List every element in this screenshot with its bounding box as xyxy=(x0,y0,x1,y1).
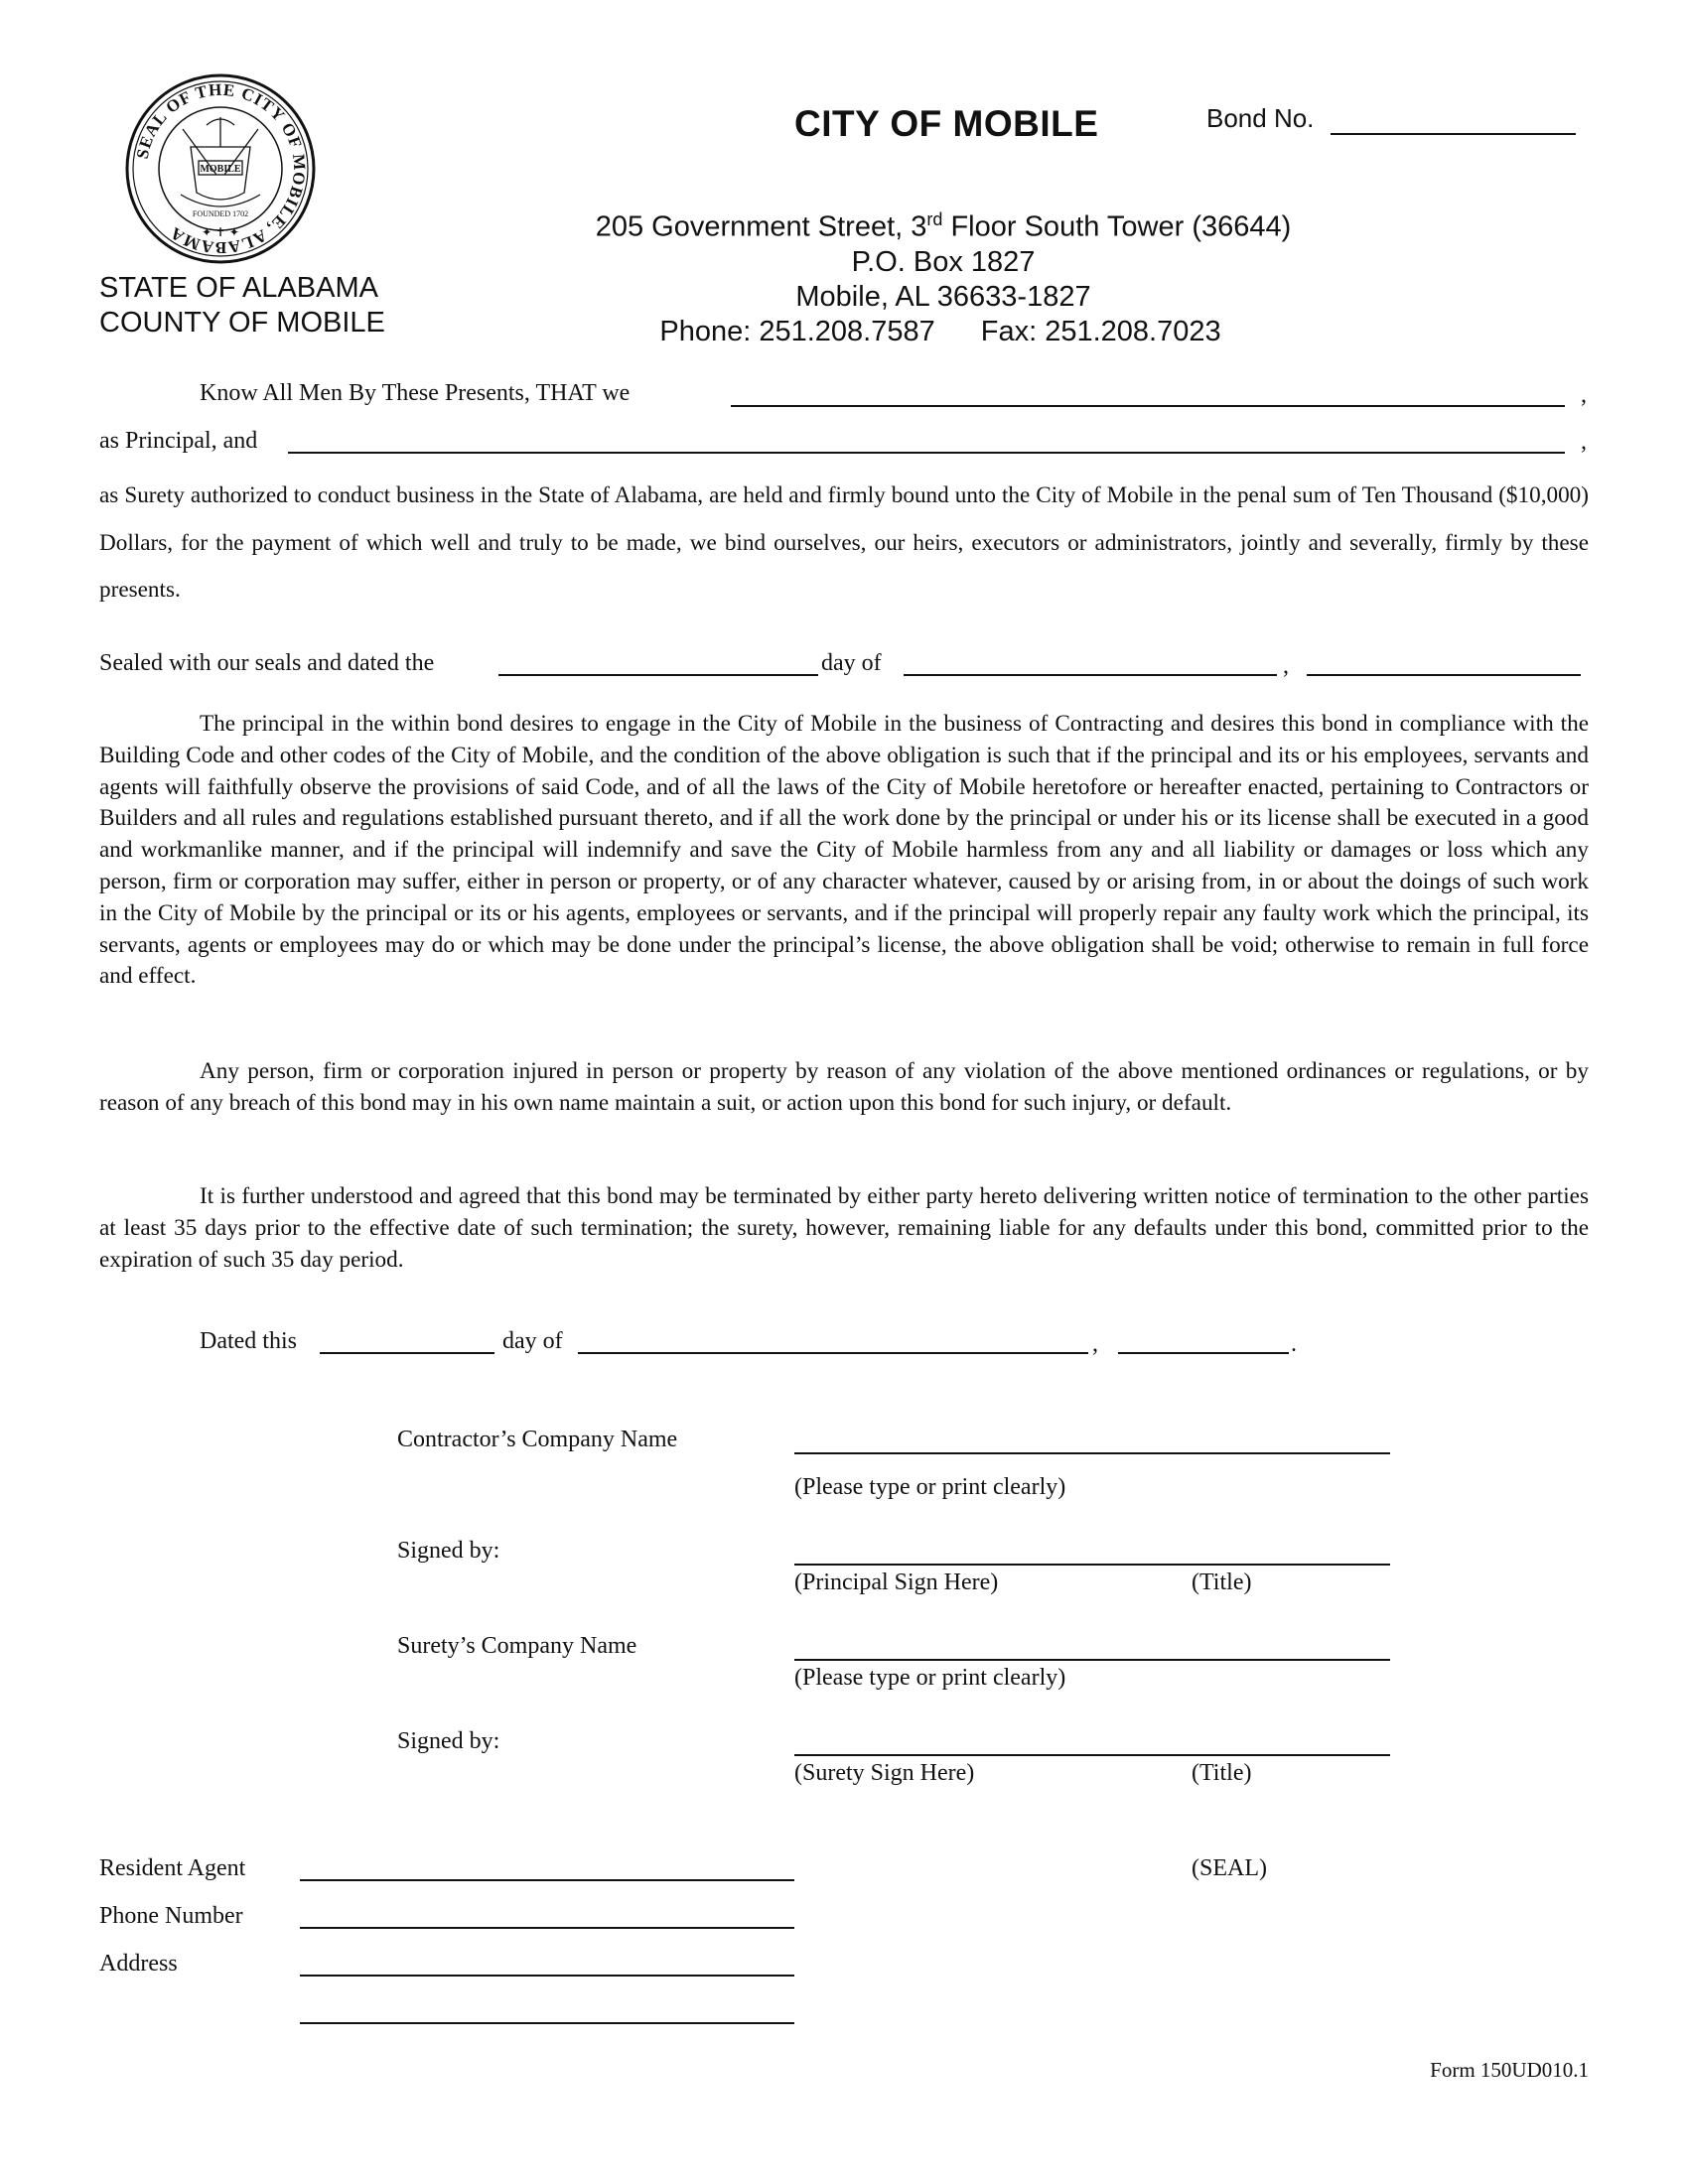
sealed-label: Sealed with our seals and dated the xyxy=(99,650,435,676)
address-line-city: Mobile, AL 36633-1827 xyxy=(795,280,1091,313)
city-seal xyxy=(121,69,320,268)
seal-graphic xyxy=(121,69,320,268)
surety-name-field[interactable] xyxy=(288,426,1565,454)
signed-by-label-2: Signed by: xyxy=(397,1728,500,1754)
phone-number-label: Phone Number xyxy=(99,1903,243,1929)
contractor-company-field[interactable] xyxy=(794,1427,1390,1454)
address-line-street: 205 Government Street, 3rd Floor South Tower (36644) xyxy=(595,209,1292,243)
address-line-phone-fax xyxy=(560,315,1321,349)
surety-company-field[interactable] xyxy=(794,1633,1390,1661)
agent-address-field-1[interactable] xyxy=(300,1949,794,1977)
agent-phone-field[interactable] xyxy=(300,1901,794,1929)
principal-signature-line[interactable] xyxy=(794,1564,1390,1566)
signed-by-label-1: Signed by: xyxy=(397,1538,500,1564)
dated-month-field[interactable] xyxy=(578,1326,1088,1354)
bond-no-field[interactable] xyxy=(1331,107,1576,135)
surety-sign-caption: (Surety Sign Here) xyxy=(794,1760,975,1786)
principal-title-caption: (Title) xyxy=(1192,1570,1252,1595)
seal-stars-icon: ✦ ✝ ✦ xyxy=(202,225,239,239)
termination-paragraph: It is further understood and agreed that this bond may be terminated by either party hereto delivering written notice of termination to the other parties at least 35 days prior to the effective date of such termination; the surety, however, remaining liable for any defaults under this bond, committed prior to the expiration of such 35 day period. xyxy=(99,1183,1589,1273)
comma: , xyxy=(1092,1331,1098,1357)
contractor-hint: (Please type or print clearly) xyxy=(794,1474,1066,1500)
bond-no-label: Bond No. xyxy=(1206,103,1315,133)
surety-company-label: Surety’s Company Name xyxy=(397,1633,637,1659)
form-number: Form 150UD010.1 xyxy=(1430,2058,1589,2082)
sealed-date-field[interactable] xyxy=(498,648,818,676)
resident-agent-label: Resident Agent xyxy=(99,1855,246,1881)
state-label: STATE OF ALABAMA xyxy=(99,272,378,304)
seal-founded-text: FOUNDED 1702 xyxy=(192,209,249,218)
dated-label: Dated this xyxy=(200,1328,297,1354)
agent-address-field-2[interactable] xyxy=(300,1996,794,2024)
sealed-year-field[interactable] xyxy=(1307,648,1581,676)
surety-title-caption: (Title) xyxy=(1192,1760,1252,1786)
surety-clause-paragraph: as Surety authorized to conduct business in the State of Alabama, are held and firmly bound unto the City of Mobile in the penal sum of Ten Thousand ($10,000) Dollars, for the payment of which well and truly to be made, we bind ourselves, our heirs, executors or administrators, jointly and severally, firmly by these presents. xyxy=(99,482,1589,603)
comma: , xyxy=(1581,382,1587,408)
address-block xyxy=(566,203,1321,349)
dated-year-field[interactable] xyxy=(1118,1326,1289,1354)
seal-outer-text: SEAL OF THE CITY OF MOBILE, ALABAMA xyxy=(132,79,310,258)
sealed-month-field[interactable] xyxy=(904,648,1277,676)
injury-paragraph: Any person, firm or corporation injured in person or property by reason of any violation of the above mentioned ordinances or regulations, or by reason of any breach of this bond may in his own name maintain a suit, or action upon this bond for such injury, or default. xyxy=(99,1058,1589,1116)
seal-label: (SEAL) xyxy=(1192,1855,1267,1881)
know-all-men-text: Know All Men By These Presents, THAT we xyxy=(200,380,631,406)
resident-agent-field[interactable] xyxy=(300,1853,794,1881)
principal-name-field[interactable] xyxy=(731,379,1565,407)
surety-signature-line[interactable] xyxy=(794,1754,1390,1756)
comma: , xyxy=(1581,429,1587,455)
dated-day-field[interactable] xyxy=(320,1326,494,1354)
comma: , xyxy=(1283,653,1289,679)
dated-day-of-label: day of xyxy=(502,1328,563,1354)
address-label: Address xyxy=(99,1951,178,1977)
address-line-po-box: P.O. Box 1827 xyxy=(851,245,1036,278)
phone-number: Phone: 251.208.7587 xyxy=(659,315,935,347)
page-title: CITY OF MOBILE xyxy=(794,103,1099,144)
county-label: COUNTY OF MOBILE xyxy=(99,307,385,339)
surety-hint: (Please type or print clearly) xyxy=(794,1665,1066,1691)
seal-inner-text: MOBILE xyxy=(200,164,241,175)
condition-paragraph: The principal in the within bond desires to engage in the City of Mobile in the business of Contracting and desires this bond in compliance with the Building Code and other codes of the City of Mobile, and the condition of the above obligation is such that if the principal and its or his employees, servants and agents will faithfully observe the provisions of said Code, and of all the laws of the City of Mobile heretofore or hereafter enacted, pertaining to Contractors or Builders and all rules and regulations established pursuant thereto, and if all the work done by the principal or under his or its license shall be executed in a good and workmanlike manner, and if the principal will indemnify and save the City of Mobile harmless from any and all liability or damages or loss which any person, firm or corporation may suffer, either in person or property, or of any character whatever, caused by or arising from, in or about the doings of such work in the City of Mobile by the principal or its or his agents, employees or servants, and if the principal will properly repair any faulty work which the principal, its servants, agents or employees may do or which may be done under the principal’s license, the above obligation shall be void; otherwise to remain in full force and effect. xyxy=(99,711,1589,990)
sealed-day-of-label: day of xyxy=(821,650,882,676)
as-principal-text: as Principal, and xyxy=(99,428,258,454)
principal-sign-caption: (Principal Sign Here) xyxy=(794,1570,999,1595)
contractor-company-label: Contractor’s Company Name xyxy=(397,1427,678,1452)
fax-number: Fax: 251.208.7023 xyxy=(980,315,1221,347)
period: . xyxy=(1291,1331,1297,1357)
